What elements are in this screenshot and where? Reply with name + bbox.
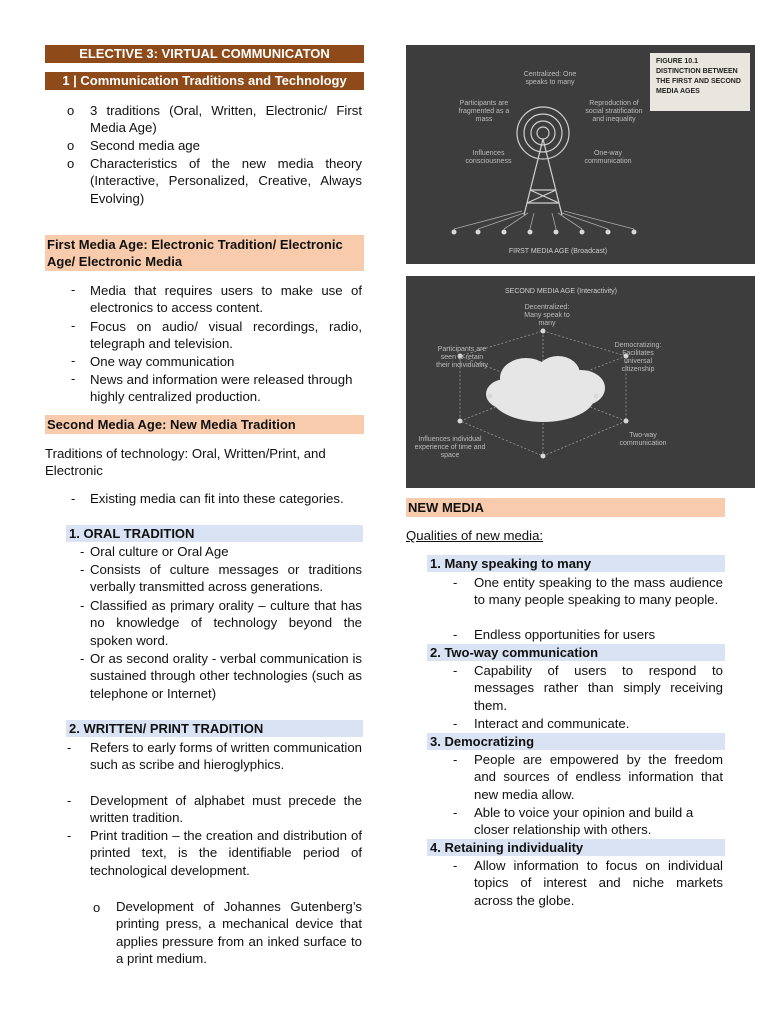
dash-bullet: - xyxy=(80,562,85,577)
dash-bullet: - xyxy=(80,651,85,666)
reproduction-label: Reproduction of social stratification and inequality xyxy=(585,100,643,123)
quality-item: One entity speaking to the mass audience to many people speaking to many people. xyxy=(474,575,723,608)
module-title: 1 | Communication Traditions and Technology xyxy=(45,72,364,90)
dash-bullet: - xyxy=(453,575,458,590)
quality-item: Capability of users to respond to messages rather than simply receiving them. xyxy=(474,663,723,713)
quality-two-way: 2. Two-way communication xyxy=(427,644,725,661)
dash-bullet: - xyxy=(453,752,458,767)
dash-bullet: - xyxy=(71,491,76,506)
participants-label: Participants are fragmented as a mass xyxy=(458,100,510,123)
dash-bullet: - xyxy=(67,828,72,843)
individuality-label: Participants are seen to retain their individuality xyxy=(436,346,488,369)
overview-item: Second media age xyxy=(90,138,200,153)
written-item: Development of alphabet must precede the written tradition. xyxy=(90,793,362,826)
written-sub-item: Development of Johannes Gutenberg’s printing press, a mechanical device that applies pressure from an inked surface to a print medium. xyxy=(116,899,362,967)
second-media-note: Existing media can fit into these categories. xyxy=(90,491,344,506)
circle-bullet: o xyxy=(67,103,75,118)
quality-item: People are empowered by the freedom and sources of endless information that new media allow. xyxy=(474,752,723,802)
first-media-item: One way communication xyxy=(90,354,235,369)
oral-item: Or as second orality - verbal communication is sustained through other technologies (such as telephone or Internet) xyxy=(90,651,362,701)
centralized-label: Centralized: One speaks to many xyxy=(523,71,577,86)
dash-bullet: - xyxy=(453,663,458,678)
quality-many-to-many: 1. Many speaking to many xyxy=(427,555,725,572)
dash-bullet: - xyxy=(67,793,72,808)
circle-bullet: o xyxy=(93,900,101,915)
dash-bullet: - xyxy=(71,353,76,368)
quality-individuality: 4. Retaining individuality xyxy=(427,839,725,856)
course-title: ELECTIVE 3: VIRTUAL COMMUNICATON xyxy=(45,45,364,63)
quality-item: Interact and communicate. xyxy=(474,716,630,731)
dash-bullet: - xyxy=(71,371,76,386)
second-media-intro: Traditions of technology: Oral, Written/Print, and Electronic xyxy=(45,446,326,479)
first-media-age-caption: FIRST MEDIA AGE (Broadcast) xyxy=(508,248,608,255)
time-space-label: Influences individual experience of time and space xyxy=(414,436,486,459)
dash-bullet: - xyxy=(67,740,72,755)
figure-card: FIGURE 10.1 DISTINCTION BETWEEN THE FIRST AND SECOND MEDIA AGES xyxy=(650,53,750,111)
dash-bullet: - xyxy=(80,598,85,613)
overview-item: Characteristics of the new media theory (Interactive, Personalized, Creative, Always Evolving) xyxy=(90,156,362,206)
circle-bullet: o xyxy=(67,156,75,171)
second-media-age-title: SECOND MEDIA AGE (Interactivity) xyxy=(504,288,618,295)
two-way-label: Two-way communication xyxy=(619,432,667,447)
dash-bullet: - xyxy=(453,716,458,731)
first-media-item: Focus on audio/ visual recordings, radio, telegraph and television. xyxy=(90,319,362,352)
quality-democratizing: 3. Democratizing xyxy=(427,733,725,750)
dash-bullet: - xyxy=(453,858,458,873)
written-tradition-heading: 2. WRITTEN/ PRINT TRADITION xyxy=(66,720,363,737)
written-item: Print tradition – the creation and distribution of printed text, is the identifiable period of technological development. xyxy=(90,828,362,878)
decentralized-label: Decentralized: Many speak to many xyxy=(524,304,570,327)
dash-bullet: - xyxy=(71,318,76,333)
oral-item: Consists of culture messages or traditions verbally transmitted across generations. xyxy=(90,562,362,595)
oral-tradition-heading: 1. ORAL TRADITION xyxy=(66,525,363,542)
one-way-label: One-way communication xyxy=(584,150,632,165)
dash-bullet: - xyxy=(71,282,76,297)
democratizing-label: Democratizing: Facilitates universal citizenship xyxy=(614,342,662,373)
circle-bullet: o xyxy=(67,138,75,153)
dash-bullet: - xyxy=(80,544,85,559)
influences-label: Influences consciousness xyxy=(465,150,512,165)
written-item: Refers to early forms of written communication such as scribe and hieroglyphics. xyxy=(90,740,362,773)
quality-item: Endless opportunities for users xyxy=(474,627,656,642)
oral-item: Classified as primary orality – culture that has no knowledge of technology beyond the spoken word. xyxy=(90,598,362,648)
first-media-age-heading: First Media Age: Electronic Tradition/ Electronic Age/ Electronic Media xyxy=(45,235,364,271)
first-media-item: Media that requires users to make use of electronics to access content. xyxy=(90,283,362,316)
qualities-label: Qualities of new media: xyxy=(406,528,544,543)
dash-bullet: - xyxy=(453,805,458,820)
quality-item: Allow information to focus on individual topics of interest and niche markets across the globe. xyxy=(474,858,723,908)
oral-item: Oral culture or Oral Age xyxy=(90,544,229,559)
new-media-heading: NEW MEDIA xyxy=(406,498,725,517)
second-media-age-heading: Second Media Age: New Media Tradition xyxy=(45,415,364,434)
dash-bullet: - xyxy=(453,627,458,642)
first-media-item: News and information were released through highly centralized production. xyxy=(90,372,353,405)
second-media-age-figure xyxy=(406,276,755,488)
overview-item: 3 traditions (Oral, Written, Electronic/ First Media Age) xyxy=(90,103,362,136)
quality-item: Able to voice your opinion and build a closer relationship with others. xyxy=(474,805,694,838)
first-media-age-figure xyxy=(406,45,755,264)
